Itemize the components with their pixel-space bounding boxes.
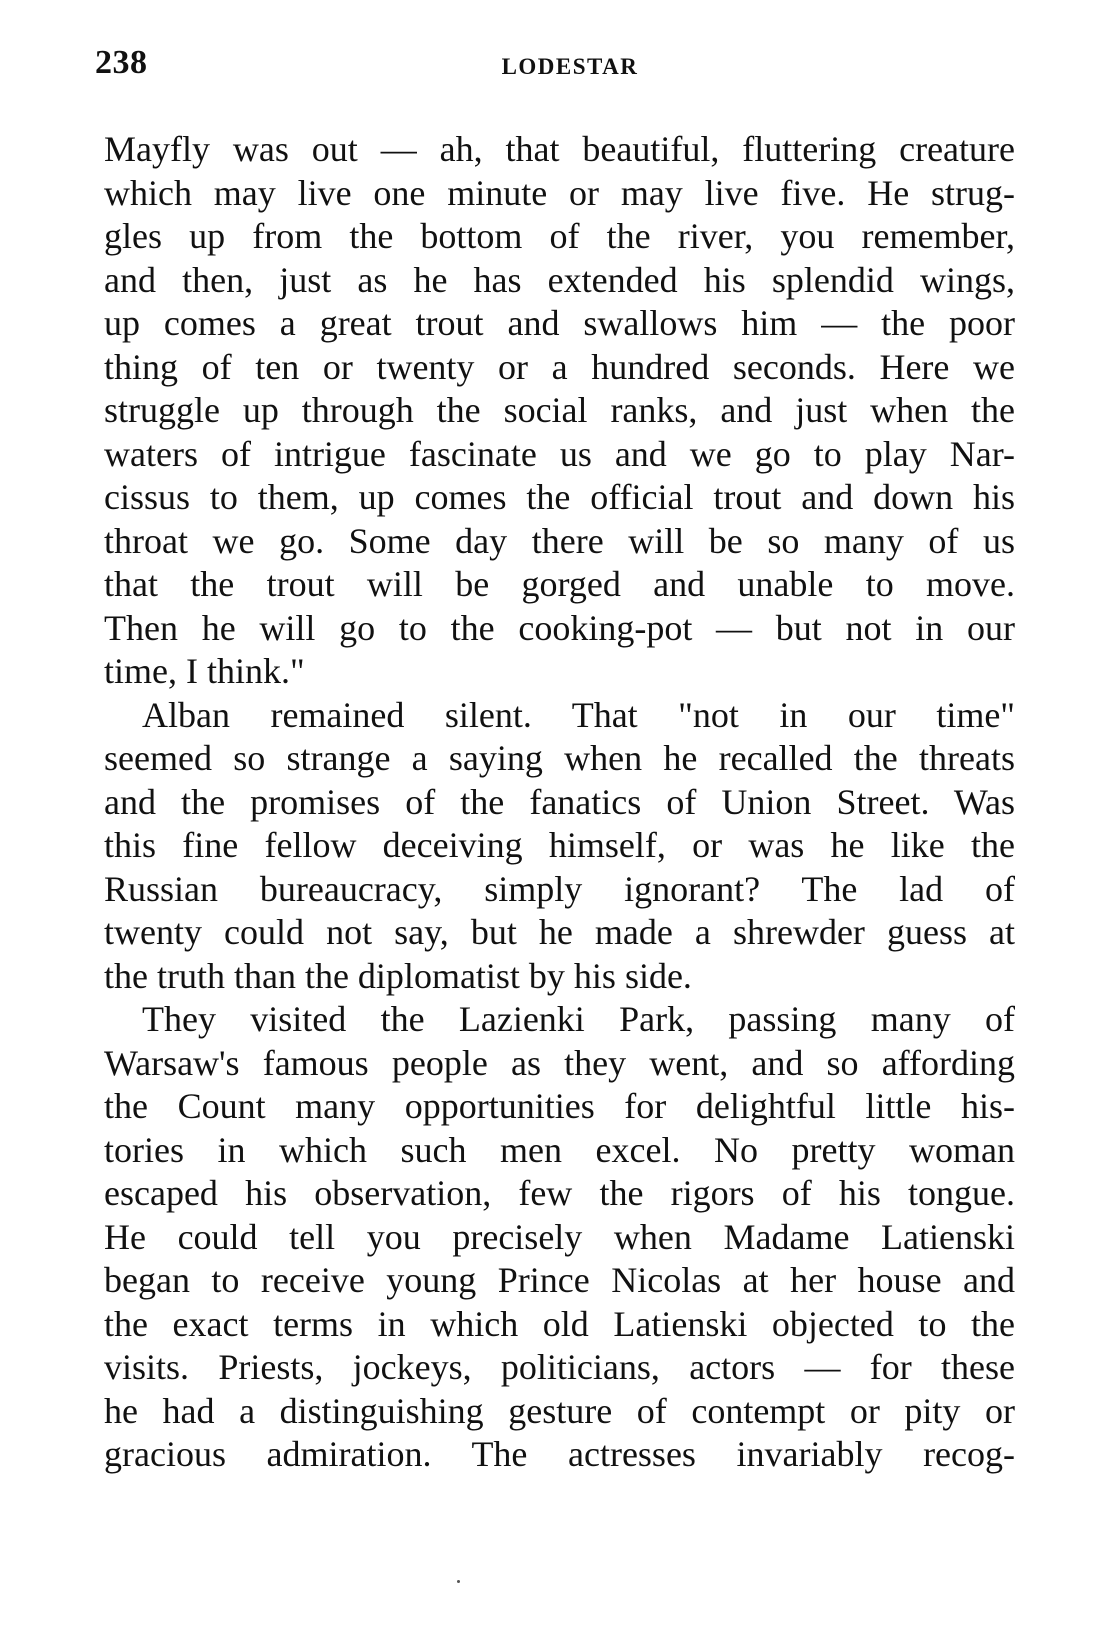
text-line: struggle up through the social ranks, and just when the (104, 390, 1015, 430)
text-line: and then, just as he has extended his splendid wings, (104, 259, 1015, 300)
running-header (95, 44, 1045, 84)
paragraph-1 (104, 128, 1015, 694)
body-text (104, 128, 1015, 1477)
text-line: cissus to them, up comes the official trout and down his (104, 477, 1015, 517)
running-title: LODESTAR (501, 54, 639, 79)
text-line: throat we go. Some day there will be so many of us (104, 520, 1015, 561)
text-line: Warsaw's famous people as they went, and so affording (104, 1042, 1015, 1083)
text-line: up comes a great trout and swallows him — the poor (104, 303, 1015, 343)
print-speck (457, 1580, 460, 1583)
text-line: Then he will go to the cooking-pot — but not in our (104, 607, 1015, 648)
text-line: gracious admiration. The actresses invariably recog- (104, 1434, 1015, 1474)
text-line: Russian bureaucracy, simply ignorant? The lad of (104, 868, 1015, 909)
text-line: Mayfly was out — ah, that beautiful, fluttering creature (104, 129, 1015, 169)
text-line: the exact terms in which old Latienski objected to the (104, 1303, 1015, 1344)
text-line: time, I think." (104, 651, 305, 691)
paragraph-2 (104, 694, 1015, 999)
text-line: the truth than the diplomatist by his side. (104, 955, 692, 996)
text-line: twenty could not say, but he made a shrewder guess at (104, 912, 1015, 952)
text-line: he had a distinguishing gesture of contempt or pity or (104, 1390, 1015, 1431)
text-line: escaped his observation, few the rigors of his tongue. (104, 1173, 1015, 1213)
text-line: which may live one minute or may live five. He strug- (104, 172, 1015, 213)
text-line: that the trout will be gorged and unable to move. (104, 564, 1015, 604)
text-line: this fine fellow deceiving himself, or was he like the (104, 825, 1015, 865)
text-line: They visited the Lazienki Park, passing many of (142, 999, 1015, 1039)
text-line: Alban remained silent. That "not in our time" (142, 694, 1015, 735)
text-line: seemed so strange a saying when he recalled the threats (104, 738, 1015, 778)
text-line: began to receive young Prince Nicolas at her house and (104, 1260, 1015, 1300)
text-line: and the promises of the fanatics of Union Street. Was (104, 781, 1015, 822)
text-line: visits. Priests, jockeys, politicians, actors — for these (104, 1347, 1015, 1387)
text-line: tories in which such men excel. No pretty woman (104, 1129, 1015, 1170)
text-line: thing of ten or twenty or a hundred seconds. Here we (104, 346, 1015, 387)
text-line: waters of intrigue fascinate us and we go to play Nar- (104, 433, 1015, 474)
text-line: the Count many opportunities for delightful little his- (104, 1086, 1015, 1126)
text-line: gles up from the bottom of the river, you remember, (104, 216, 1015, 256)
paragraph-3 (104, 998, 1015, 1477)
page-number: 238 (95, 44, 148, 81)
text-line: He could tell you precisely when Madame Latienski (104, 1216, 1015, 1257)
